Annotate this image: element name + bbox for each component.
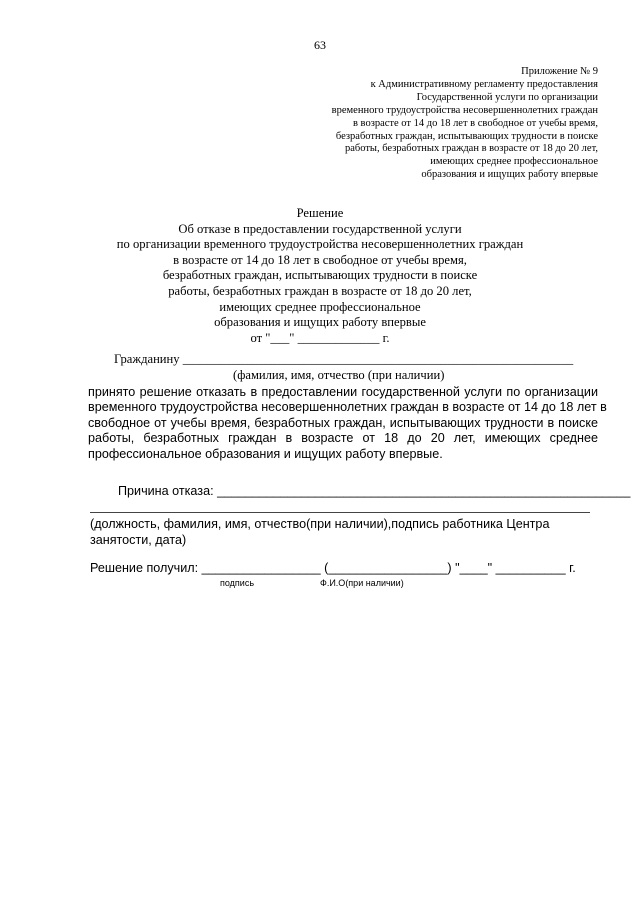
appendix-header <box>268 66 598 182</box>
page-number: 63 <box>314 38 326 52</box>
appendix-line: образования и ищущих работу впервые <box>421 169 598 181</box>
reason-field[interactable]: ___________________________________________________________ <box>217 484 631 498</box>
appendix-line: имеющих среднее профессиональное <box>430 156 598 168</box>
appendix-line: безработных граждан, испытывающих трудности в поиске <box>335 130 598 142</box>
decision-line: профессиональное образования и ищущих работу впервые. <box>88 446 443 461</box>
citizen-label: Гражданину <box>114 352 180 366</box>
title-line: по организации временного трудоустройства несовершеннолетних граждан <box>116 237 524 252</box>
appendix-line: к Административному регламенту предоставления <box>370 78 598 90</box>
received-date-field[interactable]: "____" __________ г. <box>455 561 576 575</box>
decision-line: принято решение отказать в предоставлении государственной услуги по организации <box>88 385 598 399</box>
appendix-line: Приложение № 9 <box>521 66 598 77</box>
signature-field[interactable]: _________________ <box>201 561 321 575</box>
decision-line: временного трудоустройства несовершеннолетних граждан в возрасте от 14 до 18 лет в <box>88 400 607 415</box>
title-line: в возрасте от 14 до 18 лет в свободное от учебы время, <box>173 252 467 267</box>
title-line: Об отказе в предоставлении государственной услуги <box>178 221 462 236</box>
citizen-row <box>114 352 573 367</box>
title-line: Решение <box>296 206 344 220</box>
received-label: Решение получил: <box>90 561 199 575</box>
appendix-line: временного трудоустройства несовершеннолетних граждан <box>331 104 598 116</box>
full-name-caption: Ф.И.О(при наличии) <box>320 578 404 588</box>
reason-row <box>118 484 630 498</box>
signature-caption: подпись <box>220 578 255 588</box>
full-name-field[interactable]: (_________________) <box>324 561 452 575</box>
decision-line: работы, безработных граждан в возрасте от 18 до 20 лет, имеющих среднее <box>88 431 598 446</box>
decision-text <box>88 385 607 462</box>
citizen-hint: (фамилия, имя, отчество (при наличии) <box>233 368 445 382</box>
title-date: от "___" _____________ г. <box>250 330 390 345</box>
reason-label: Причина отказа: <box>118 484 214 498</box>
citizen-name-field[interactable]: ______________________________________________________________ <box>182 352 574 366</box>
title-line: образования и ищущих работу впервые <box>214 315 426 330</box>
received-row <box>90 561 576 575</box>
decision-title <box>0 206 640 346</box>
signer-line[interactable] <box>90 512 590 513</box>
appendix-line: работы, безработных граждан в возрасте от 18 до 20 лет, <box>344 143 598 155</box>
decision-line: свободное от учебы время, безработных граждан, испытывающих трудности в поиске <box>88 415 598 430</box>
title-line: работы, безработных граждан в возрасте от 18 до 20 лет, <box>168 283 472 298</box>
title-line: безработных граждан, испытывающих трудности в поиске <box>162 268 478 283</box>
signer-hint: (должность, фамилия, имя, отчество(при наличии),подпись работника Центра занятости, дата) <box>90 517 550 547</box>
appendix-line: Государственной услуги по организации <box>416 91 598 103</box>
appendix-line: в возрасте от 14 до 18 лет в свободное от учебы время, <box>352 117 598 129</box>
title-line: имеющих среднее профессиональное <box>219 299 421 314</box>
